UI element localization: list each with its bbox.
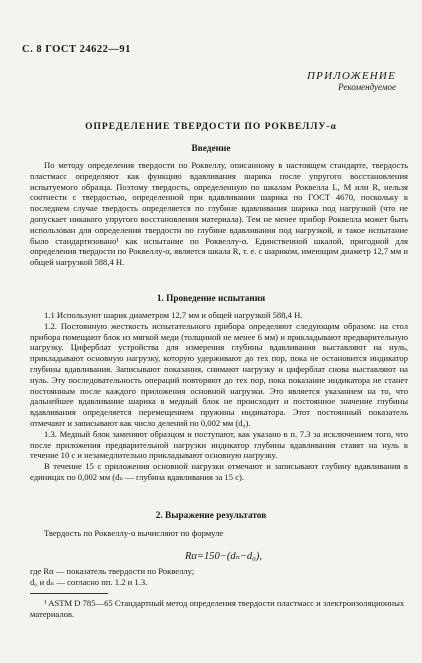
section2-intro (30, 528, 408, 539)
page-header: С. 8 ГОСТ 24622—91 (22, 44, 131, 55)
footnote-rule (30, 593, 108, 594)
hardness-formula: Rα=150−(dₙ−d₀), (185, 551, 262, 562)
section2-para: Твердость по Роквеллу-α вычисляют по формуле (44, 528, 224, 538)
section1-body (30, 310, 408, 483)
section2-heading: 2. Выражение результатов (155, 511, 267, 521)
intro-heading: Введение (191, 144, 231, 154)
legend-line-2: d₀ и dₙ — согласно пп. 1.2 и 1.3. (30, 576, 148, 587)
document-title: ОПРЕДЕЛЕНИЕ ТВЕРДОСТИ ПО РОКВЕЛЛУ-α (85, 122, 337, 132)
footnote (30, 598, 408, 620)
formula-legend (30, 566, 408, 588)
footnote-text: ¹ ASTM D 785—65 Стандартный метод определения твердости пластмасс и электроизоляционных материалов. (30, 598, 405, 619)
legend-line-1: где Rα — показатель твердости по Роквеллу; (30, 566, 195, 576)
section1-para-3: 1.3. Медный блок заменяют образцом и поступают, как указано в п. 7.3 за исключением того, что после приложения предварительной нагрузки индикатор глубины вдавливания ставят на нуль в течение 10 с и незамедлительно прикладывают основную нагрузку. (30, 428, 408, 461)
appendix-note: Рекомендуемое (338, 82, 396, 92)
section1-para-4: В течение 15 с приложения основной нагрузки отмечают и записывают глубину вдавливания в единицах по 0,002 мм (dₙ — глубина вдавливания за 15 с). (30, 461, 408, 482)
intro-section (30, 160, 408, 268)
section1-para-1: 1.1 Используют шарик диаметром 12,7 мм и общей нагрузкой 588,4 Н. (44, 310, 303, 320)
appendix-label: ПРИЛОЖЕНИЕ (307, 70, 396, 82)
intro-paragraph: По методу определения твердости по Роквеллу, описанному в настоящем стандарте, твердость пластмасс определяют как функцию вдавливания шарика после упругого восстановления испытуемого образца. Поэтому твердость, определенную по шкалам Роквелла L, M или R, нельзя соотнести с твердостью, определенной при вдавливании шарика по ГОСТ 4670, поскольку в последнем случае твердость определяется по глубине вдавливания шарика под нагрузкой (что не допускает никакого упругого восстановления материала). Тем не менее прибор Роквелла может быть использован для определения твердости по глубине вдавливания под нагрузкой, и такое испытание было стандартизовано¹ как испытание по Роквеллу-α. Единственной шкалой, пригодной для определения твердости по Роквеллу-α, является шкала R, т. е. с шариком, имеющим диаметр 12,7 мм и общей нагрузкой 588,4 Н. (30, 160, 408, 268)
section1-para-2: 1.2. Постоянную жесткость испытательного прибора определяют следующим образом: на стол прибора помещают блок из мягкой меди (толщиной не менее 6 мм) и прикладывают предварительную нагрузку. Циферблат устройства для измерения глубины вдавливания выставляют на нуль, прикладывают основную нагрузку, которую удерживают до тех пор, пока не остановится индикатор глубины вдавливания. Записывают показания, снимают нагрузку и циферблат снова выставляют на нуль. Эту последовательность операций повторяют до тех пор, пока показание индикатора не станет постоянным после каждого приложения основной нагрузки. Это является указанием на то, что дальнейшее вдавливание шарика в медный блок не происходит и постоянное значение глубины вдавливания определяется перемещением пружины индикатора. Этот постоянный показатель отмечают и записывают как число делений по 0,002 мм (d₀). (30, 320, 408, 428)
section1-heading: 1. Проведение испытания (156, 294, 266, 304)
